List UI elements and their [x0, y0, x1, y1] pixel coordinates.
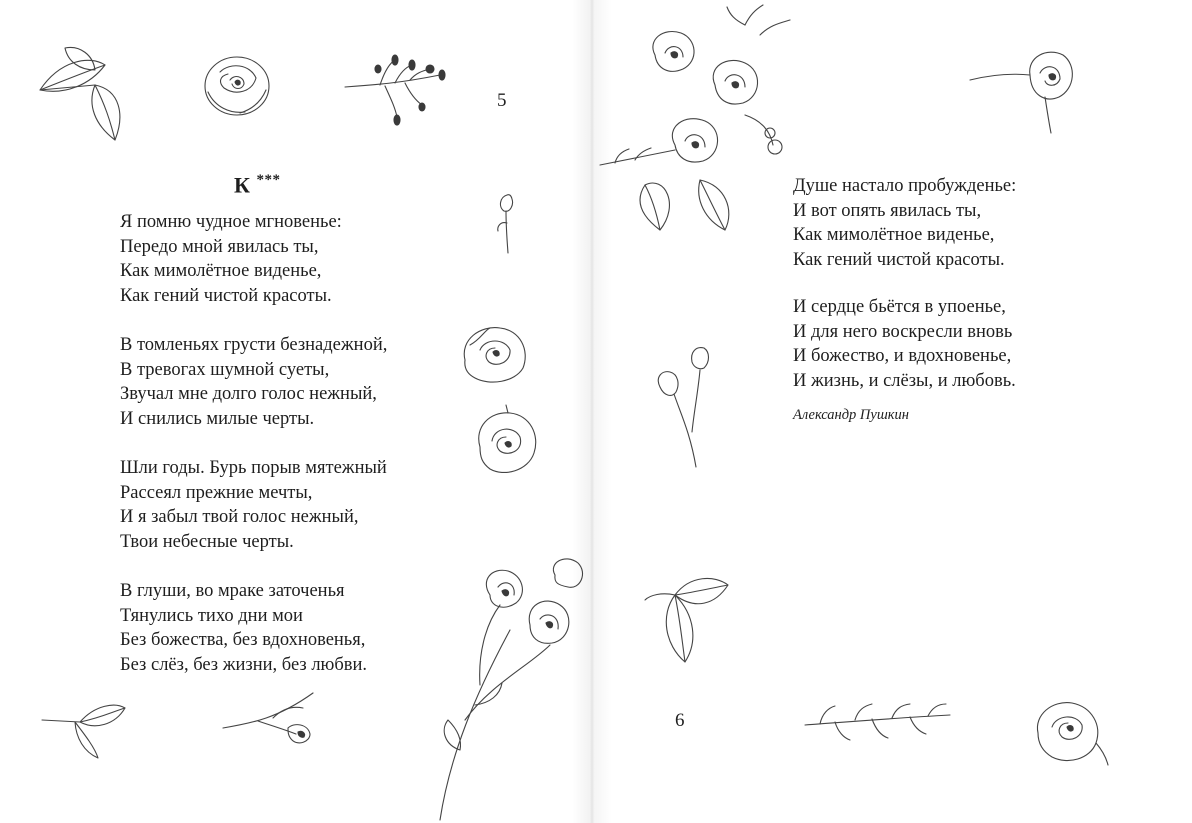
page-number: 6 — [675, 710, 685, 731]
verse-line: И снились милые черты. — [120, 408, 315, 429]
rose-illustration — [468, 405, 543, 485]
verse-line: Тянулись тихо дни мои — [120, 605, 303, 626]
leaf-illustration — [40, 700, 130, 760]
verse-line: Твои небесные черты. — [120, 531, 294, 552]
verse-line: Как гений чистой красоты. — [793, 249, 1005, 270]
rose-illustration — [965, 45, 1080, 135]
stanza-3 — [120, 456, 387, 554]
rosebud-illustration — [650, 342, 715, 472]
verse-line: Как мимолётное виденье, — [793, 225, 995, 246]
verse-line: И жизнь, и слёзы, и любовь. — [793, 370, 1016, 391]
poem-title-text: К — [234, 172, 251, 198]
verse-line: В глуши, во мраке заточенья — [120, 581, 345, 601]
verse-line: Как мимолётное виденье, — [120, 261, 322, 282]
verse-line: И божество, и вдохновенье, — [793, 346, 1012, 367]
author-signature: Александр Пушкин — [793, 407, 909, 423]
rosebud-illustration — [218, 688, 323, 753]
verse-line: Без божества, без вдохновенья, — [120, 630, 366, 651]
verse-line: И для него воскресли вновь — [793, 321, 1013, 342]
stanza-5 — [793, 174, 1016, 272]
rose-illustration — [455, 320, 535, 390]
rose-illustration — [1030, 695, 1110, 770]
verse-line: Звучал мне долго голос нежный, — [120, 384, 377, 405]
page-number: 5 — [497, 90, 507, 111]
stanza-2 — [120, 333, 387, 431]
rose-illustration — [200, 52, 275, 122]
verse-line: И вот опять явилась ты, — [793, 200, 982, 221]
verse-line: Как гений чистой красоты. — [120, 285, 332, 306]
verse-line: Душе настало пробужденье: — [793, 176, 1017, 196]
verse-line: Передо мной явилась ты, — [120, 236, 319, 257]
verse-line: В тревогах шумной суеты, — [120, 359, 330, 380]
verse-line: Рассеял прежние мечты, — [120, 482, 313, 503]
verse-line: Я помню чудное мгновенье: — [120, 212, 342, 232]
left-page — [0, 0, 592, 823]
vine-illustration — [800, 700, 960, 755]
verse-line: Шли годы. Бурь порыв мятежный — [120, 458, 387, 478]
leaf-illustration — [640, 570, 735, 670]
rosebud-illustration — [492, 185, 522, 255]
verse-line: В томленьях грусти безнадежной, — [120, 335, 388, 355]
verse-line: И я забыл твой голос нежный, — [120, 507, 359, 528]
verse-line: И сердце бьётся в упоенье, — [793, 297, 1006, 317]
berry-branch-illustration — [340, 55, 460, 125]
stanza-4 — [120, 579, 367, 677]
stanza-6 — [793, 295, 1016, 393]
flower-stem-illustration — [430, 555, 592, 823]
poem-title — [234, 172, 280, 198]
stanza-1 — [120, 210, 342, 308]
leaf-illustration — [35, 40, 135, 145]
verse-line: Без слёз, без жизни, без любви. — [120, 654, 368, 675]
floral-bouquet-illustration — [595, 5, 810, 240]
poem-title-mark: *** — [256, 172, 281, 188]
